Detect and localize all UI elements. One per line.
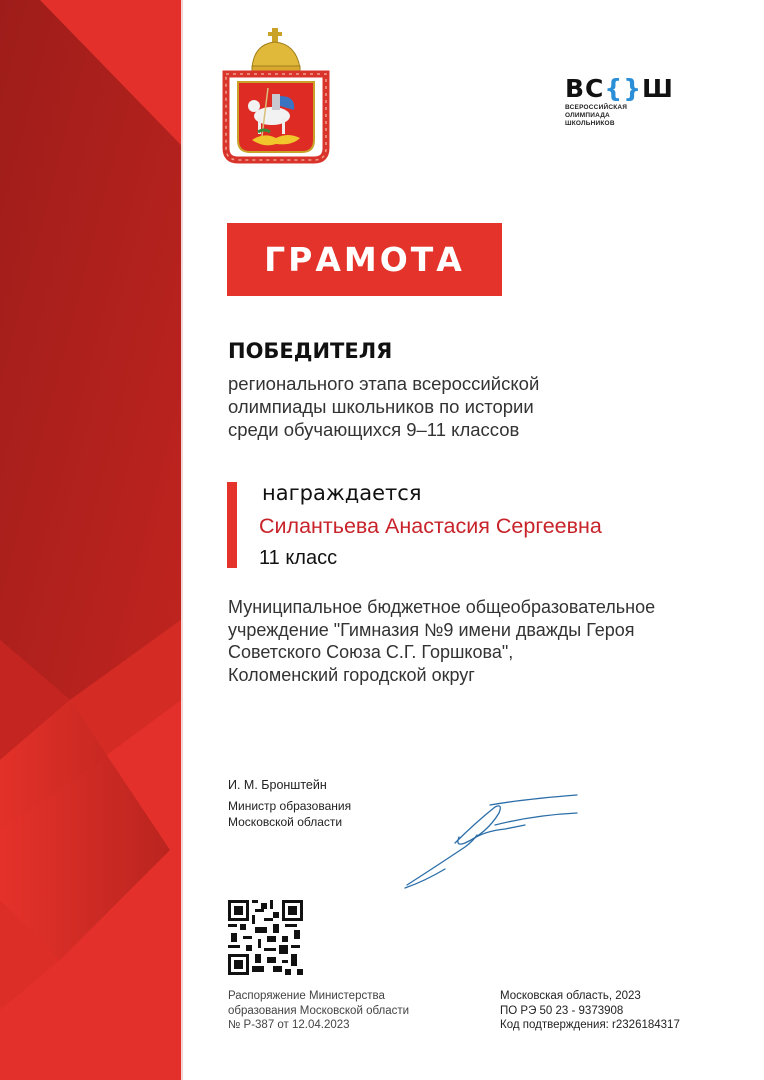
recipient-grade: 11 класс: [259, 547, 338, 569]
registration-info: [500, 989, 680, 1033]
decorative-red-stripe: [0, 0, 181, 1080]
stripe-edge: [181, 0, 183, 1080]
decree-info: Распоряжение Министерства образования Московской области № Р-387 от 12.04.2023: [228, 990, 410, 1031]
certificate-banner: [227, 223, 502, 296]
signatory-position: Министр образования Московской области: [228, 799, 352, 829]
coat-of-arms-icon: [218, 28, 334, 168]
accent-bar: [227, 482, 237, 568]
vsosh-logo-subtitle: ВСЕРОССИЙСКАЯ ОЛИМПИАДА ШКОЛЬНИКОВ: [565, 104, 628, 127]
geometric-pattern-icon: [0, 0, 181, 1080]
certificate-subtitle: регионального этапа всероссийской олимпиады школьников по истории среди обучающихся 9–11 классов: [228, 373, 540, 440]
awarded-label: награждается: [262, 481, 422, 505]
school-name: Муниципальное бюджетное общеобразовательное учреждение "Гимназия №9 имени дважды Героя Советского Союза С.Г. Горшкова", Коломенский городской округ: [228, 597, 656, 685]
vsosh-logo: [565, 76, 690, 136]
signatory-name: И. М. Бронштейн: [228, 778, 327, 792]
region-year: Московская область, 2023: [500, 990, 641, 1002]
confirmation-code: Код подтверждения: r2326184317: [500, 1019, 680, 1031]
certificate-title: ПОБЕДИТЕЛЯ: [228, 339, 393, 363]
banner-label: ГРАМОТА: [264, 240, 465, 279]
signature-icon: [395, 785, 585, 890]
recipient-name: Силантьева Анастасия Сергеевна: [259, 514, 602, 538]
vsosh-logo-mark: ВС{}Ш: [565, 74, 674, 103]
qr-code[interactable]: [228, 900, 303, 975]
registration-number: ПО РЭ 50 23 - 9373908: [500, 1004, 624, 1017]
logo-brackets-icon: {}: [604, 74, 643, 103]
